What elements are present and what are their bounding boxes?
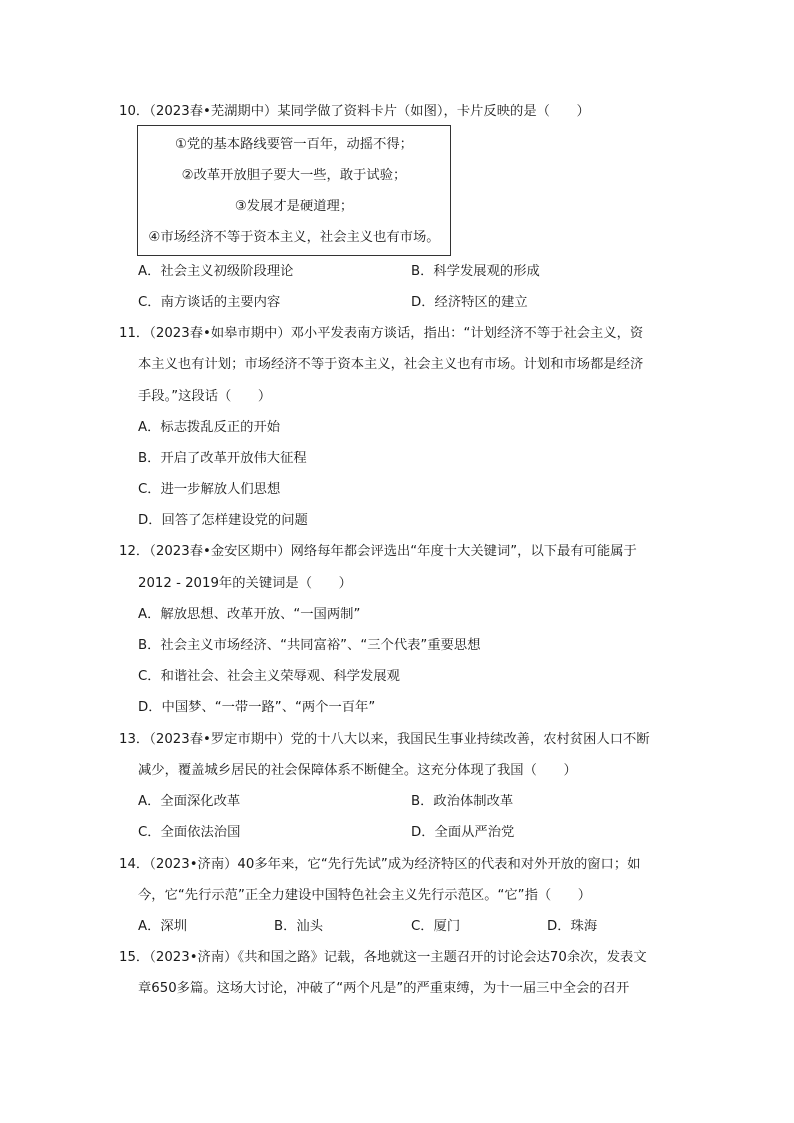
q14-option-d[interactable]: D．珠海 — [547, 919, 598, 934]
q11-option-c[interactable]: C．进一步解放人们思想 — [138, 482, 281, 497]
question-13-stem-line-2: 减少，覆盖城乡居民的社会保障体系不断健全。这充分体现了我国（ ） — [138, 763, 577, 778]
card-line-1: ①党的基本路线要管一百年，动摇不得； — [175, 137, 413, 152]
q11-option-a[interactable]: A．标志拨乱反正的开始 — [138, 420, 281, 435]
card-line-4: ④市场经济不等于资本主义，社会主义也有市场。 — [148, 230, 440, 245]
q12-option-b[interactable]: B．社会主义市场经济、“共同富裕”、“三个代表”重要思想 — [138, 638, 481, 653]
question-12-stem-line-2: 2012 - 2019年的关键词是（ ） — [138, 576, 352, 591]
q10-option-a[interactable]: A．社会主义初级阶段理论 — [138, 264, 294, 279]
question-14-stem-line-1: 14．（2023•济南）40多年来，它“先行先试”成为经济特区的代表和对外开放的窗口；如 — [119, 857, 641, 872]
question-11-stem-line-2: 本主义也有计划；市场经济不等于资本主义，社会主义也有市场。计划和市场都是经济 — [138, 357, 644, 372]
q13-option-b[interactable]: B．政治体制改革 — [411, 794, 514, 809]
q14-option-c[interactable]: C．厦门 — [411, 919, 461, 934]
question-15-stem-line-2: 章650多篇。这场大讨论，冲破了“两个凡是”的严重束缚，为十一届三中全会的召开 — [138, 981, 630, 996]
q12-option-d[interactable]: D．中国梦、“一带一路”、“两个一百年” — [138, 700, 376, 715]
question-14-stem-line-2: 今，它“先行示范”正全力建设中国特色社会主义先行示范区。“它”指（ ） — [138, 888, 592, 903]
question-10-stem: 10．（2023春•芜湖期中）某同学做了资料卡片（如图），卡片反映的是（ ） — [119, 104, 590, 119]
q10-option-d[interactable]: D．经济特区的建立 — [411, 295, 528, 310]
q10-option-b[interactable]: B．科学发展观的形成 — [411, 264, 540, 279]
q11-option-d[interactable]: D．回答了怎样建设党的问题 — [138, 513, 308, 528]
question-11-stem-line-1: 11．（2023春•如皋市期中）邓小平发表南方谈话，指出：“计划经济不等于社会主义，资 — [119, 326, 644, 341]
q11-option-b[interactable]: B．开启了改革开放伟大征程 — [138, 451, 307, 466]
q13-option-a[interactable]: A．全面深化改革 — [138, 794, 241, 809]
q14-option-b[interactable]: B．汕头 — [274, 919, 324, 934]
q12-option-a[interactable]: A．解放思想、改革开放、“一国两制” — [138, 607, 361, 622]
question-15-stem-line-1: 15．（2023•济南）《共和国之路》记载，各地就这一主题召开的讨论会达70余次，发表文 — [119, 950, 647, 965]
card-line-3: ③发展才是硬道理； — [234, 199, 354, 214]
q14-option-a[interactable]: A．深圳 — [138, 919, 187, 934]
q10-option-c[interactable]: C．南方谈话的主要内容 — [138, 295, 281, 310]
data-card — [137, 125, 451, 256]
card-line-2: ②改革开放胆子要大一些，敢于试验； — [181, 168, 407, 183]
q13-option-d[interactable]: D．全面从严治党 — [411, 825, 515, 840]
question-13-stem-line-1: 13．（2023春•罗定市期中）党的十八大以来，我国民生事业持续改善，农村贫困人口不断 — [119, 732, 650, 747]
question-11-stem-line-3: 手段。”这段话（ ） — [138, 389, 272, 404]
q13-option-c[interactable]: C．全面依法治国 — [138, 825, 241, 840]
q12-option-c[interactable]: C．和谐社会、社会主义荣辱观、科学发展观 — [138, 669, 400, 684]
question-12-stem-line-1: 12．（2023春•金安区期中）网络每年都会评选出“年度十大关键词”，以下最有可能属于 — [119, 544, 637, 559]
